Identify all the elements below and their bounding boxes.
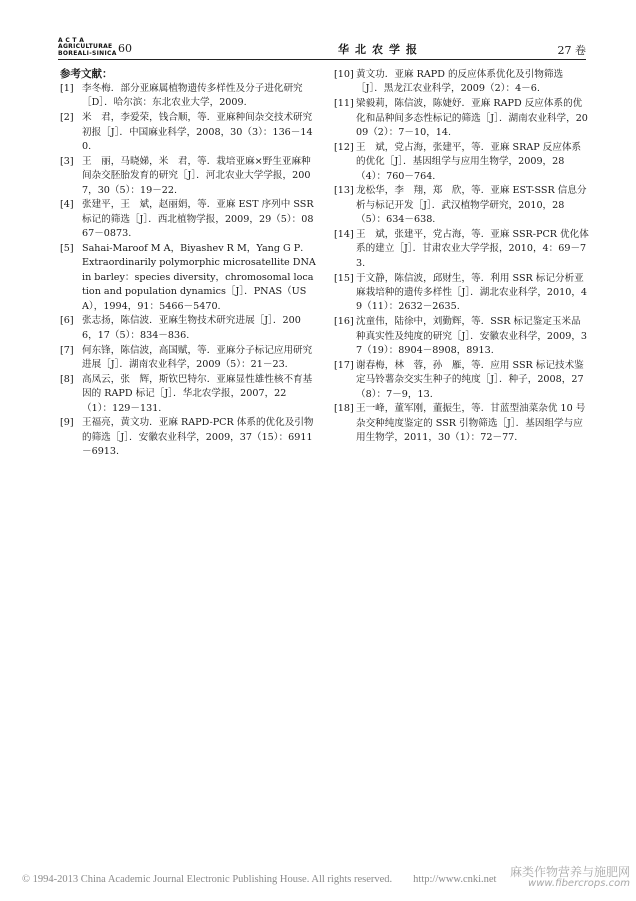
reference-text: 张志扬，陈信波．亚麻生物技术研究进展［J］．2006，17（5）：834－836.	[82, 315, 301, 341]
reference-text: 高凤云，张 辉，斯钦巴特尔．亚麻显性雄性核不育基因的 RAPD 标记［J］．华北农学报，2007，22（1）：129－131.	[82, 373, 313, 414]
reference-item	[60, 242, 316, 314]
reference-item	[334, 228, 590, 271]
reference-number: [17]	[334, 359, 354, 371]
reference-item	[334, 184, 590, 227]
reference-number: [3]	[60, 155, 74, 167]
reference-text: 何东锋，陈信波，高国赋，等．亚麻分子标记应用研究进展［J］．湖南农业科学，2009（5）：21－23.	[82, 344, 313, 371]
reference-number: [18]	[334, 403, 354, 415]
reference-number: [4]	[60, 199, 74, 211]
reference-number: [11]	[334, 98, 354, 110]
reference-number: [12]	[334, 141, 354, 153]
reference-text: 梁毅莉，陈信波，陈婕妤．亚麻 RAPD 反应体系的优化和品种间多态性标记的筛选［J］．湖南农业科学，2009（2）：7－10，14.	[356, 98, 588, 139]
reference-text: 王 丽，马晓娣，米 君，等．栽培亚麻×野生亚麻种间杂交胚胎发育的研究［J］．河北农业大学学报，2007，30（5）：19－22.	[82, 155, 311, 196]
volume-label: 27 卷	[557, 44, 586, 57]
reference-number: [5]	[60, 243, 74, 255]
reference-text: 谢春梅，林 蓉，孙 雁，等．应用 SSR 标记技术鉴定马铃薯杂交实生种子的纯度［J］．种子，2008，27（8）：7－9，13.	[356, 359, 584, 400]
reference-item	[334, 97, 590, 140]
reference-number: [13]	[334, 185, 354, 197]
header-rule	[58, 59, 586, 60]
watermark-title: 麻类作物营养与施肥网	[509, 865, 630, 879]
reference-item	[334, 402, 590, 445]
reference-text: 黄文功．亚麻 RAPD 的反应体系优化及引物筛选［J］．黑龙江农业科学，2009（2）：4－6.	[356, 69, 564, 95]
reference-number: [15]	[334, 272, 354, 284]
reference-item	[60, 344, 316, 373]
reference-number: [16]	[334, 316, 354, 328]
reference-number: [6]	[60, 315, 74, 327]
reference-number: [9]	[60, 417, 74, 429]
reference-item	[60, 82, 316, 111]
reference-text: 王一峰，董军刚，董振生，等．甘蓝型油菜杂优 10 号杂交种纯度鉴定的 SSR 引物筛选［J］．基因组学与应用生物学，2011，30（1）：72－77.	[356, 403, 586, 444]
reference-text: 沈童伟，陆徐中，刘勤辉，等．SSR 标记鉴定玉米品种真实性及纯度的研究［J］．安徽农业科学，2009，37（19）：8904－8908，8913.	[356, 316, 588, 357]
references-column-left	[60, 82, 316, 460]
reference-item	[334, 315, 590, 358]
logo-line: BOREALI-SINICA	[58, 49, 117, 57]
reference-text: 张建平，王 斌，赵丽娟，等．亚麻 EST 序列中 SSR 标记的筛选［J］．西北植物学报，2009，29（5）：0867－0873.	[82, 199, 314, 240]
reference-text: 龙松华，李 翔，郑 欣，等．亚麻 EST-SSR 信息分析与标记开发［J］．武汉植物学研究，2010，28（5）：634－638.	[356, 185, 587, 226]
reference-item	[334, 141, 590, 184]
reference-item	[334, 272, 590, 315]
reference-number: [8]	[60, 373, 74, 385]
copyright-footer: © 1994-2013 China Academic Journal Electronic Publishing House. All rights reserved. http://www.cnki.net	[22, 874, 497, 885]
reference-text: 李冬梅．部分亚麻属植物遗传多样性及分子进化研究［D］．哈尔滨：东北农业大学，2009.	[82, 83, 303, 109]
reference-number: [2]	[60, 112, 74, 124]
reference-text: 王福亮，黄文功．亚麻 RAPD-PCR 体系的优化及引物的筛选［J］．安徽农业科学，2009，37（15）：6911－6913.	[82, 417, 314, 458]
reference-text: 王 斌，党占海，张建平，等．亚麻 SRAP 反应体系的优化［J］．基因组学与应用生物学，2009，28（4）：760－764.	[356, 141, 582, 182]
reference-text: 王 斌，张建平，党占海，等．亚麻 SSR-PCR 优化体系的建立［J］．甘肃农业大学学报，2010，4：69－73.	[356, 229, 589, 269]
reference-number: [1]	[60, 83, 74, 94]
reference-item	[60, 314, 316, 343]
site-watermark	[510, 866, 630, 890]
reference-text: Sahai-Maroof M A，Biyashev R M，Yang G P．Extraordinarily polymorphic microsatellite DNA in barley：species diversity，chromosomal location and population dynamics［J］．PNAS（USA），1994，91：5466－5470.	[82, 243, 316, 312]
reference-number: [7]	[60, 344, 74, 356]
reference-text: 米 君，李爱荣，钱合顺，等．亚麻种间杂交技术研究初报［J］．中国麻业科学，2008，30（3）：136－140.	[82, 112, 313, 153]
reference-number: [10]	[334, 69, 354, 80]
reference-number: [14]	[334, 229, 354, 241]
logo-line: AGRICULTURAE	[58, 43, 113, 51]
journal-logo	[58, 38, 117, 57]
journal-title: 华北农学报	[338, 43, 423, 56]
watermark-url: www.fibercrops.com	[528, 878, 630, 889]
logo-line: A C T A	[58, 37, 85, 44]
page-number: 60	[118, 42, 132, 55]
reference-item	[60, 416, 316, 459]
reference-item	[334, 68, 590, 97]
reference-item	[334, 359, 590, 402]
references-column-right	[334, 68, 590, 446]
reference-item	[60, 111, 316, 154]
reference-item	[60, 373, 316, 416]
reference-item	[60, 198, 316, 241]
reference-text: 于文静，陈信波，邱财生，等．利用 SSR 标记分析亚麻栽培种的遗传多样性［J］．湖北农业科学，2010，49（11）：2632－2635.	[356, 272, 588, 313]
page-header	[58, 37, 586, 58]
references-heading: 参考文献：	[60, 68, 113, 80]
reference-item	[60, 155, 316, 198]
